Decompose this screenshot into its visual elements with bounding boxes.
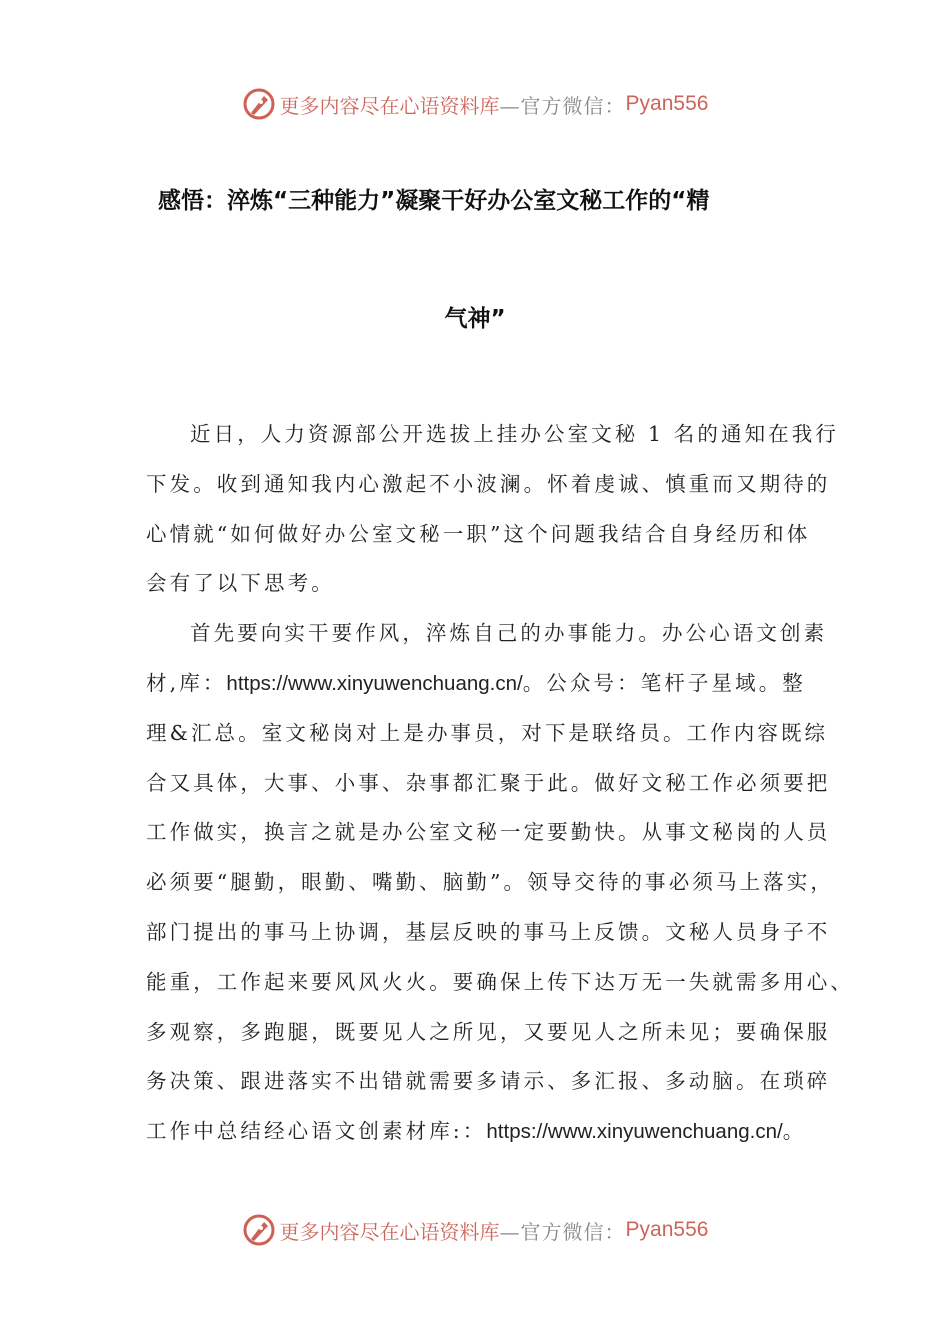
body-text: 会有了以下思考。 [146, 571, 335, 596]
body-text: 心情就“如何做好办公室文秘一职”这个问题我结合自身经历和体 [146, 521, 811, 546]
body-text-after: 。 [782, 1119, 807, 1144]
body-url: https://www.xinyuwenchuang.cn/ [486, 1120, 783, 1144]
watermark-text: 更多内容尽在心语资料库 [279, 93, 500, 118]
body-line [146, 763, 831, 813]
body-text: 理&汇总。室文秘岗对上是办事员，对下是联络员。工作内容既综 [146, 720, 829, 745]
body-text: 材,库： [146, 670, 227, 695]
body-url: https://www.xinyuwenchuang.cn/ [226, 671, 523, 695]
body-line [146, 464, 831, 514]
page-title-line-2: 气神” [444, 306, 506, 332]
body-line [146, 414, 839, 464]
body-text: 务决策、跟进落实不出错就需要多请示、多汇报、多动脑。在琐碎 [146, 1069, 831, 1094]
watermark-separator: —官方微信： [499, 93, 626, 118]
body-line [146, 1061, 831, 1111]
body-line [146, 663, 826, 713]
watermark-id: Pyan556 [625, 92, 709, 115]
body-text: 部门提出的事马上协调，基层反映的事马上反馈。文秘人员身子不 [146, 919, 831, 944]
body-text: 工作做实，换言之就是办公室文秘一定要勤快。从事文秘岗的人员 [146, 820, 831, 845]
body-text: 近日，人力资源部公开选拔上挂办公室文秘 1 名的通知在我行 [190, 422, 839, 446]
watermark-banner-top [0, 84, 950, 124]
body-line [146, 912, 831, 962]
page-title-line-1: 感悟：淬炼“三种能力”凝聚干好办公室文秘工作的“精 [158, 188, 710, 214]
body-text: 首先要向实干要作风，淬炼自己的办事能力。办公心语文创素 [190, 621, 828, 646]
body-line [146, 962, 854, 1012]
body-line [146, 713, 829, 763]
body-text: 合又具体，大事、小事、杂事都汇聚于此。做好文秘工作必须要把 [146, 770, 831, 795]
body-line [146, 563, 826, 613]
body-line [146, 1012, 831, 1062]
body-text-after: 。公众号：笔杆子星域。整 [522, 670, 806, 695]
body-line [146, 514, 826, 564]
watermark-banner-bottom [0, 1210, 950, 1250]
pen-nib-circle-icon [242, 87, 276, 121]
document-body [146, 414, 854, 1161]
watermark-id: Pyan556 [625, 1218, 709, 1241]
body-line [146, 1111, 826, 1161]
pen-nib-circle-icon [242, 1213, 276, 1247]
body-line [146, 812, 831, 862]
body-text: 必须要“腿勤，眼勤、嘴勤、脑勤”。领导交待的事必须马上落实， [146, 870, 834, 895]
body-line [146, 862, 834, 912]
body-line [146, 613, 826, 663]
body-text: 工作中总结经心语文创素材库:： [146, 1119, 487, 1144]
watermark-text: 更多内容尽在心语资料库 [279, 1219, 500, 1244]
body-text: 能重，工作起来要风风火火。要确保上传下达万无一失就需多用心、 [146, 969, 854, 994]
body-text: 多观察，多跑腿，既要见人之所见，又要见人之所未见；要确保服 [146, 1019, 831, 1044]
watermark-separator: —官方微信： [499, 1219, 626, 1244]
body-text: 下发。收到通知我内心激起不小波澜。怀着虔诚、慎重而又期待的 [146, 471, 831, 496]
